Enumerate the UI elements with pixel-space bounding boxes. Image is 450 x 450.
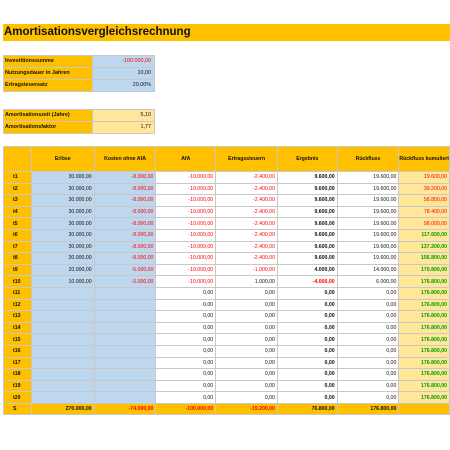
cashflow-cell[interactable]: 19.600,00 — [337, 241, 399, 253]
revenue-cell[interactable]: 20.000,00 — [31, 264, 94, 276]
period-cell: t14 — [4, 322, 32, 334]
period-cell: t4 — [4, 206, 32, 218]
investment-value-cell[interactable]: -100.000,00 — [93, 56, 155, 68]
cumulative-cashflow-cell[interactable]: 176.800,00 — [399, 311, 450, 323]
tax-cell[interactable]: -2.400,00 — [216, 229, 278, 241]
cumulative-cashflow-cell[interactable]: 170.800,00 — [399, 264, 450, 276]
period-cell: t6 — [4, 229, 32, 241]
result-header: Ergebnis — [277, 147, 337, 172]
tax-rate-value-cell[interactable]: 20,00% — [93, 80, 155, 92]
cashflow-cell[interactable]: 19.600,00 — [337, 183, 399, 195]
depreciation-cell[interactable]: -10.000,00 — [156, 195, 216, 207]
costs-cell[interactable]: -8.000,00 — [94, 241, 156, 253]
cumulative-cashflow-cell[interactable]: 176.800,00 — [399, 345, 450, 357]
costs-cell[interactable]: -8.000,00 — [94, 218, 156, 230]
tax-cell[interactable]: -2.400,00 — [216, 172, 278, 184]
cashflow-cell[interactable]: 19.600,00 — [337, 172, 399, 184]
cashflow-cell[interactable]: 0,00 — [337, 287, 399, 299]
table-row — [4, 357, 450, 369]
table-row — [4, 345, 450, 357]
period-cell: t11 — [4, 287, 32, 299]
tax-rate-row — [4, 80, 155, 92]
result-cell[interactable]: 9.600,00 — [277, 241, 337, 253]
tax-cell[interactable]: -2.400,00 — [216, 206, 278, 218]
revenue-cell[interactable]: 30.000,00 — [31, 206, 94, 218]
cashflow-cell[interactable]: 19.600,00 — [337, 253, 399, 265]
cumulative-cashflow-cell[interactable]: 176.800,00 — [399, 380, 450, 392]
revenue-cell[interactable] — [31, 311, 94, 323]
period-cell: t9 — [4, 264, 32, 276]
cashflow-cell[interactable]: 19.600,00 — [337, 229, 399, 241]
tax-cell[interactable]: 0,00 — [216, 334, 278, 346]
depreciation-cell[interactable]: -10.000,00 — [156, 172, 216, 184]
revenue-cell[interactable] — [31, 299, 94, 311]
result-cell[interactable]: 0,00 — [277, 311, 337, 323]
cumulative-cashflow-cell[interactable]: 176.800,00 — [399, 334, 450, 346]
cashflow-cell[interactable]: 0,00 — [337, 392, 399, 404]
cashflow-cell[interactable]: 0,00 — [337, 299, 399, 311]
investment-row — [4, 56, 155, 68]
cumulative-cashflow-cell[interactable]: 98.000,00 — [399, 218, 450, 230]
sum-row — [4, 403, 450, 415]
results-table — [3, 109, 155, 134]
table-row — [4, 183, 450, 195]
result-cell[interactable]: 0,00 — [277, 357, 337, 369]
depreciation-cell[interactable]: -10.000,00 — [156, 253, 216, 265]
revenue-cell[interactable] — [31, 287, 94, 299]
period-cell: t1 — [4, 172, 32, 184]
cashflow-cell[interactable]: 0,00 — [337, 357, 399, 369]
period-header — [4, 147, 32, 172]
costs-cell[interactable] — [94, 345, 156, 357]
tax-cell[interactable]: 0,00 — [216, 357, 278, 369]
result-cell[interactable]: 9.600,00 — [277, 206, 337, 218]
tax-cell[interactable]: 0,00 — [216, 299, 278, 311]
cashflow-cell[interactable]: 19.600,00 — [337, 206, 399, 218]
table-row — [4, 311, 450, 323]
revenue-cell[interactable]: 30.000,00 — [31, 241, 94, 253]
payback-time-value-cell[interactable]: 5,10 — [93, 110, 155, 122]
tax-header: Ertragssteuern — [216, 147, 278, 172]
table-row — [4, 172, 450, 184]
revenue-cell[interactable]: 10.000,00 — [31, 276, 94, 288]
revenue-cell[interactable] — [31, 369, 94, 381]
cumulative-cashflow-header: Rückfluss kumuliert — [399, 147, 450, 172]
tax-cell[interactable]: 0,00 — [216, 287, 278, 299]
tax-cell[interactable]: 0,00 — [216, 392, 278, 404]
tax-cell[interactable]: 0,00 — [216, 369, 278, 381]
tax-cell[interactable]: 1.000,00 — [216, 276, 278, 288]
revenue-cell[interactable] — [31, 392, 94, 404]
tax-cell[interactable]: -1.000,00 — [216, 264, 278, 276]
cashflow-cell[interactable]: 19.600,00 — [337, 218, 399, 230]
depreciation-cell[interactable]: 0,00 — [156, 334, 216, 346]
table-header-row — [4, 147, 450, 172]
cashflow-cell[interactable]: 0,00 — [337, 334, 399, 346]
result-cell[interactable]: 76.800,00 — [277, 403, 337, 415]
cumulative-cashflow-cell[interactable]: 176.800,00 — [399, 369, 450, 381]
period-cell: t12 — [4, 299, 32, 311]
costs-cell[interactable] — [94, 322, 156, 334]
cashflow-cell[interactable]: 0,00 — [337, 345, 399, 357]
depreciation-cell[interactable]: -100.000,00 — [156, 403, 216, 415]
cumulative-cashflow-cell[interactable]: 176.800,00 — [399, 392, 450, 404]
period-cell: t8 — [4, 253, 32, 265]
cumulative-cashflow-cell[interactable]: 156.800,00 — [399, 253, 450, 265]
result-cell[interactable]: 0,00 — [277, 322, 337, 334]
costs-cell[interactable]: -8.000,00 — [94, 253, 156, 265]
revenue-cell[interactable] — [31, 380, 94, 392]
period-cell: t13 — [4, 311, 32, 323]
tax-cell[interactable]: 0,00 — [216, 345, 278, 357]
result-cell[interactable]: 9.600,00 — [277, 195, 337, 207]
payback-factor-value-cell[interactable]: 1,77 — [93, 122, 155, 134]
costs-cell[interactable]: -8.000,00 — [94, 195, 156, 207]
duration-value-cell[interactable]: 10,00 — [93, 68, 155, 80]
depreciation-cell[interactable]: -10.000,00 — [156, 276, 216, 288]
costs-cell[interactable] — [94, 287, 156, 299]
costs-cell[interactable]: -74.000,00 — [94, 403, 156, 415]
depreciation-cell[interactable]: 0,00 — [156, 287, 216, 299]
cashflow-cell[interactable]: 0,00 — [337, 369, 399, 381]
revenue-cell[interactable] — [31, 334, 94, 346]
result-cell[interactable]: 0,00 — [277, 392, 337, 404]
depreciation-cell[interactable]: -10.000,00 — [156, 264, 216, 276]
revenue-cell[interactable] — [31, 357, 94, 369]
tax-cell[interactable]: -2.400,00 — [216, 195, 278, 207]
cashflow-cell[interactable]: 6.000,00 — [337, 276, 399, 288]
cashflow-cell[interactable]: 14.000,00 — [337, 264, 399, 276]
result-cell[interactable]: 9.600,00 — [277, 183, 337, 195]
depreciation-cell[interactable]: 0,00 — [156, 369, 216, 381]
cashflow-cell[interactable]: 0,00 — [337, 380, 399, 392]
period-cell: t15 — [4, 334, 32, 346]
depreciation-cell[interactable]: -10.000,00 — [156, 183, 216, 195]
revenue-header: Erlöse — [31, 147, 94, 172]
costs-cell[interactable] — [94, 334, 156, 346]
result-cell[interactable]: 9.600,00 — [277, 253, 337, 265]
cashflow-table — [3, 146, 450, 415]
revenue-cell[interactable]: 30.000,00 — [31, 172, 94, 184]
cumulative-cashflow-cell[interactable]: 176.800,00 — [399, 322, 450, 334]
depreciation-cell[interactable]: 0,00 — [156, 345, 216, 357]
tax-cell[interactable]: 0,00 — [216, 322, 278, 334]
depreciation-cell[interactable]: -10.000,00 — [156, 218, 216, 230]
costs-cell[interactable]: -5.000,00 — [94, 264, 156, 276]
tax-cell[interactable]: -2.400,00 — [216, 183, 278, 195]
tax-cell[interactable]: -2.400,00 — [216, 218, 278, 230]
cumulative-cashflow-cell[interactable]: 176.800,00 — [399, 276, 450, 288]
period-cell: t7 — [4, 241, 32, 253]
costs-header: Kosten ohne AfA — [94, 147, 156, 172]
tax-cell[interactable]: 0,00 — [216, 380, 278, 392]
tax-cell[interactable]: -2.400,00 — [216, 241, 278, 253]
duration-row — [4, 68, 155, 80]
table-row — [4, 392, 450, 404]
table-row — [4, 322, 450, 334]
costs-cell[interactable]: -8.000,00 — [94, 229, 156, 241]
investment-label: Investitionssumme — [4, 56, 93, 68]
depreciation-cell[interactable]: 0,00 — [156, 392, 216, 404]
period-cell: t10 — [4, 276, 32, 288]
table-row — [4, 229, 450, 241]
period-cell: t5 — [4, 218, 32, 230]
cumulative-cashflow-cell[interactable]: 176.800,00 — [399, 299, 450, 311]
input-parameters-table — [3, 55, 155, 92]
depreciation-cell[interactable]: 0,00 — [156, 299, 216, 311]
table-row — [4, 276, 450, 288]
table-row — [4, 264, 450, 276]
tax-rate-label: Ertragsteuersatz — [4, 80, 93, 92]
cashflow-cell[interactable]: 176.800,00 — [337, 403, 399, 415]
cashflow-cell[interactable]: 0,00 — [337, 311, 399, 323]
period-cell: t19 — [4, 380, 32, 392]
revenue-cell[interactable]: 30.000,00 — [31, 253, 94, 265]
costs-cell[interactable]: -8.000,00 — [94, 183, 156, 195]
cumulative-cashflow-cell[interactable]: 19.600,00 — [399, 172, 450, 184]
sheet-title: Amortisationsvergleichsrechnung — [3, 24, 450, 41]
table-row — [4, 218, 450, 230]
result-cell[interactable]: 0,00 — [277, 299, 337, 311]
period-cell: S — [4, 403, 32, 415]
table-row — [4, 369, 450, 381]
cumulative-cashflow-cell[interactable]: 176.800,00 — [399, 287, 450, 299]
cashflow-header: Rückfluss — [337, 147, 399, 172]
result-cell[interactable]: 0,00 — [277, 369, 337, 381]
cumulative-cashflow-cell[interactable]: 137.200,00 — [399, 241, 450, 253]
costs-cell[interactable] — [94, 311, 156, 323]
costs-cell[interactable] — [94, 299, 156, 311]
revenue-cell[interactable]: 30.000,00 — [31, 183, 94, 195]
depreciation-cell[interactable]: 0,00 — [156, 322, 216, 334]
tax-cell[interactable]: 0,00 — [216, 311, 278, 323]
period-cell: t20 — [4, 392, 32, 404]
depreciation-cell[interactable]: -10.000,00 — [156, 241, 216, 253]
table-row — [4, 380, 450, 392]
costs-cell[interactable]: -8.000,00 — [94, 172, 156, 184]
revenue-cell[interactable]: 270.000,00 — [31, 403, 94, 415]
result-cell[interactable]: 9.600,00 — [277, 172, 337, 184]
payback-factor-row — [4, 122, 155, 134]
costs-cell[interactable] — [94, 357, 156, 369]
payback-time-row — [4, 110, 155, 122]
cumulative-cashflow-cell[interactable]: 39.200,00 — [399, 183, 450, 195]
revenue-cell[interactable] — [31, 345, 94, 357]
duration-label: Nutzungsdauer in Jahren — [4, 68, 93, 80]
tax-cell[interactable]: -2.400,00 — [216, 253, 278, 265]
costs-cell[interactable] — [94, 369, 156, 381]
cumulative-cashflow-cell[interactable]: 117.600,00 — [399, 229, 450, 241]
payback-time-label: Amortisationszeit (Jahre) — [4, 110, 93, 122]
period-cell: t16 — [4, 345, 32, 357]
revenue-cell[interactable]: 30.000,00 — [31, 195, 94, 207]
depreciation-cell[interactable]: -10.000,00 — [156, 206, 216, 218]
period-cell: t17 — [4, 357, 32, 369]
result-cell[interactable]: 9.600,00 — [277, 218, 337, 230]
result-cell[interactable]: 0,00 — [277, 334, 337, 346]
depreciation-cell[interactable]: 0,00 — [156, 311, 216, 323]
table-row — [4, 299, 450, 311]
revenue-cell[interactable]: 30.000,00 — [31, 218, 94, 230]
result-cell[interactable]: 0,00 — [277, 380, 337, 392]
table-row — [4, 206, 450, 218]
costs-cell[interactable] — [94, 392, 156, 404]
depreciation-cell[interactable]: -10.000,00 — [156, 229, 216, 241]
cumulative-cashflow-cell[interactable]: 176.800,00 — [399, 357, 450, 369]
costs-cell[interactable]: -8.000,00 — [94, 206, 156, 218]
result-cell[interactable]: 9.600,00 — [277, 229, 337, 241]
revenue-cell[interactable] — [31, 322, 94, 334]
table-row — [4, 287, 450, 299]
depreciation-cell[interactable]: 0,00 — [156, 380, 216, 392]
result-cell[interactable]: 0,00 — [277, 345, 337, 357]
result-cell[interactable]: 4.000,00 — [277, 264, 337, 276]
cashflow-cell[interactable]: 19.600,00 — [337, 195, 399, 207]
period-cell: t2 — [4, 183, 32, 195]
table-row — [4, 241, 450, 253]
revenue-cell[interactable]: 30.000,00 — [31, 229, 94, 241]
payback-factor-label: Amortisationsfaktor — [4, 122, 93, 134]
table-row — [4, 253, 450, 265]
cumulative-cashflow-cell[interactable]: 58.800,00 — [399, 195, 450, 207]
depreciation-cell[interactable]: 0,00 — [156, 357, 216, 369]
depreciation-header: AfA — [156, 147, 216, 172]
costs-cell[interactable]: -5.000,00 — [94, 276, 156, 288]
cumulative-cashflow-cell[interactable]: 78.400,00 — [399, 206, 450, 218]
result-cell[interactable]: -4.000,00 — [277, 276, 337, 288]
table-row — [4, 334, 450, 346]
period-cell: t18 — [4, 369, 32, 381]
cashflow-cell[interactable]: 0,00 — [337, 322, 399, 334]
tax-cell[interactable]: -19.200,00 — [216, 403, 278, 415]
period-cell: t3 — [4, 195, 32, 207]
costs-cell[interactable] — [94, 380, 156, 392]
cumulative-cashflow-cell[interactable] — [399, 403, 450, 415]
table-row — [4, 195, 450, 207]
result-cell[interactable]: 0,00 — [277, 287, 337, 299]
